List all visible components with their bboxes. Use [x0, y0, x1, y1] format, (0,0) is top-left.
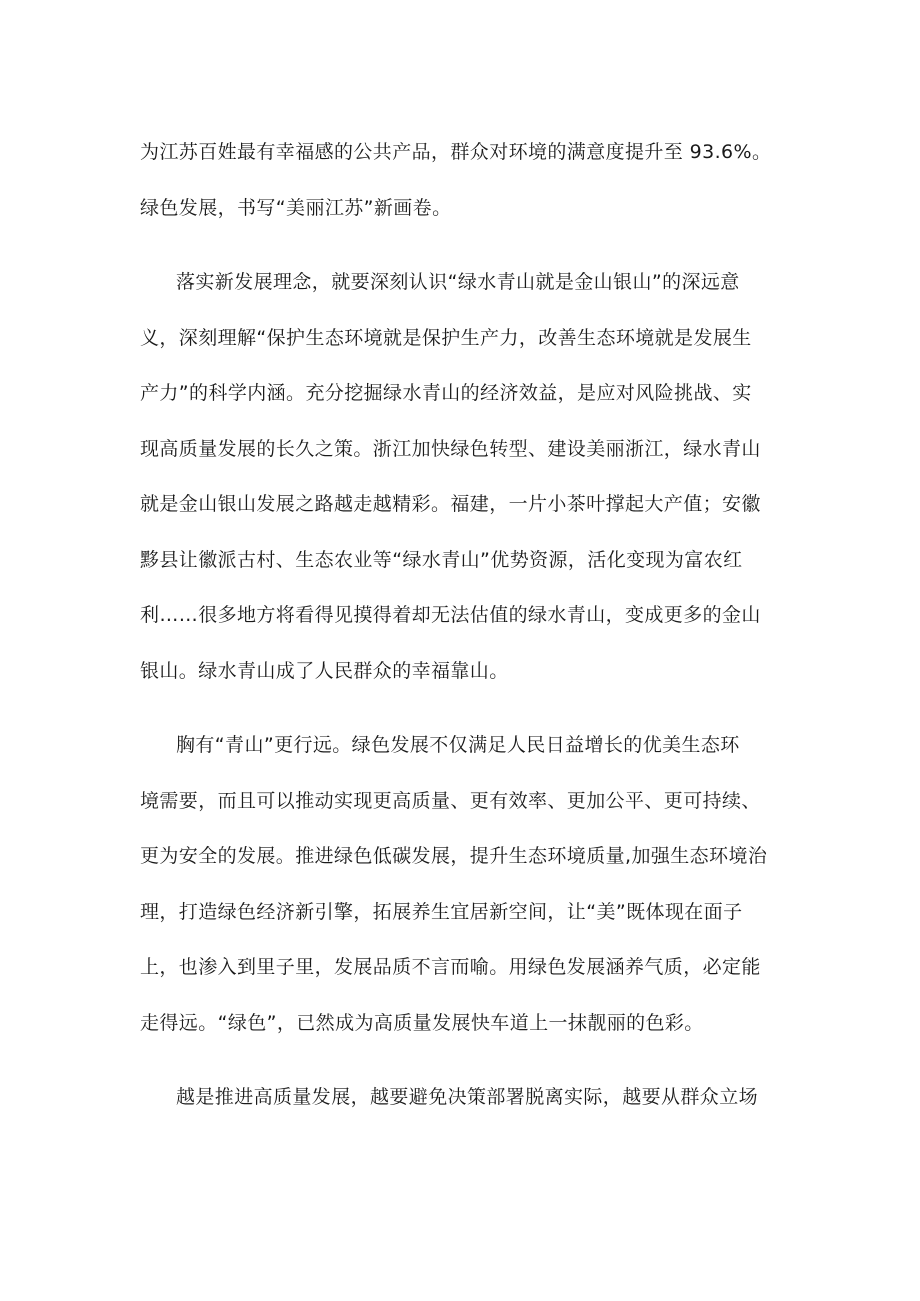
paragraph-1-line-2: 绿色发展，书写“美丽江苏”新画卷。 — [140, 197, 452, 219]
paragraph-3-line-4: 理，打造绿色经济新引擎，拓展养生宜居新空间，让“美”既体现在面子 — [140, 901, 743, 923]
paragraph-2-line-8: 银山。绿水青山成了人民群众的幸福靠山。 — [140, 660, 509, 682]
paragraph-3-line-3: 更为安全的发展。推进绿色低碳发展，提升生态环境质量,加强生态环境治 — [140, 845, 768, 867]
paragraph-3-line-5: 上，也渗入到里子里，发展品质不言而喻。用绿色发展涵养气质，必定能 — [140, 956, 761, 978]
paragraph-2-line-7: 利……很多地方将看得见摸得着却无法估值的绿水青山，变成更多的金山 — [140, 604, 761, 626]
paragraph-2-line-3: 产力”的科学内涵。充分挖掘绿水青山的经济效益，是应对风险挑战、实 — [140, 382, 752, 404]
paragraph-2-line-6: 黟县让徽派古村、生态农业等“绿水青山”优势资源，活化变现为富农红 — [140, 549, 743, 571]
paragraph-2-line-5: 就是金山银山发展之路越走越精彩。福建，一片小茶叶撑起大产值；安徽 — [140, 493, 761, 515]
paragraph-2-line-4: 现高质量发展的长久之策。浙江加快绿色转型、建设美丽浙江，绿水青山 — [140, 438, 761, 460]
paragraph-3-line-2: 境需要，而且可以推动实现更高质量、更有效率、更加公平、更可持续、 — [140, 790, 761, 812]
paragraph-1-line-1: 为江苏百姓最有幸福感的公共产品，群众对环境的满意度提升至 93.6%。 — [140, 141, 772, 163]
paragraph-4-line-1: 越是推进高质量发展，越要避免决策部署脱离实际，越要从群众立场 — [176, 1086, 759, 1108]
paragraph-2-line-1: 落实新发展理念，就要深刻认识“绿水青山就是金山银山”的深远意 — [176, 271, 740, 293]
paragraph-3-line-6: 走得远。“绿色”，已然成为高质量发展快车道上一抹靓丽的色彩。 — [140, 1012, 704, 1034]
paragraph-3-line-1: 胸有“青山”更行远。绿色发展不仅满足人民日益增长的优美生态环 — [176, 734, 740, 756]
paragraph-2-line-2: 义，深刻理解“保护生态环境就是保护生产力，改善生态环境就是发展生 — [140, 327, 752, 349]
